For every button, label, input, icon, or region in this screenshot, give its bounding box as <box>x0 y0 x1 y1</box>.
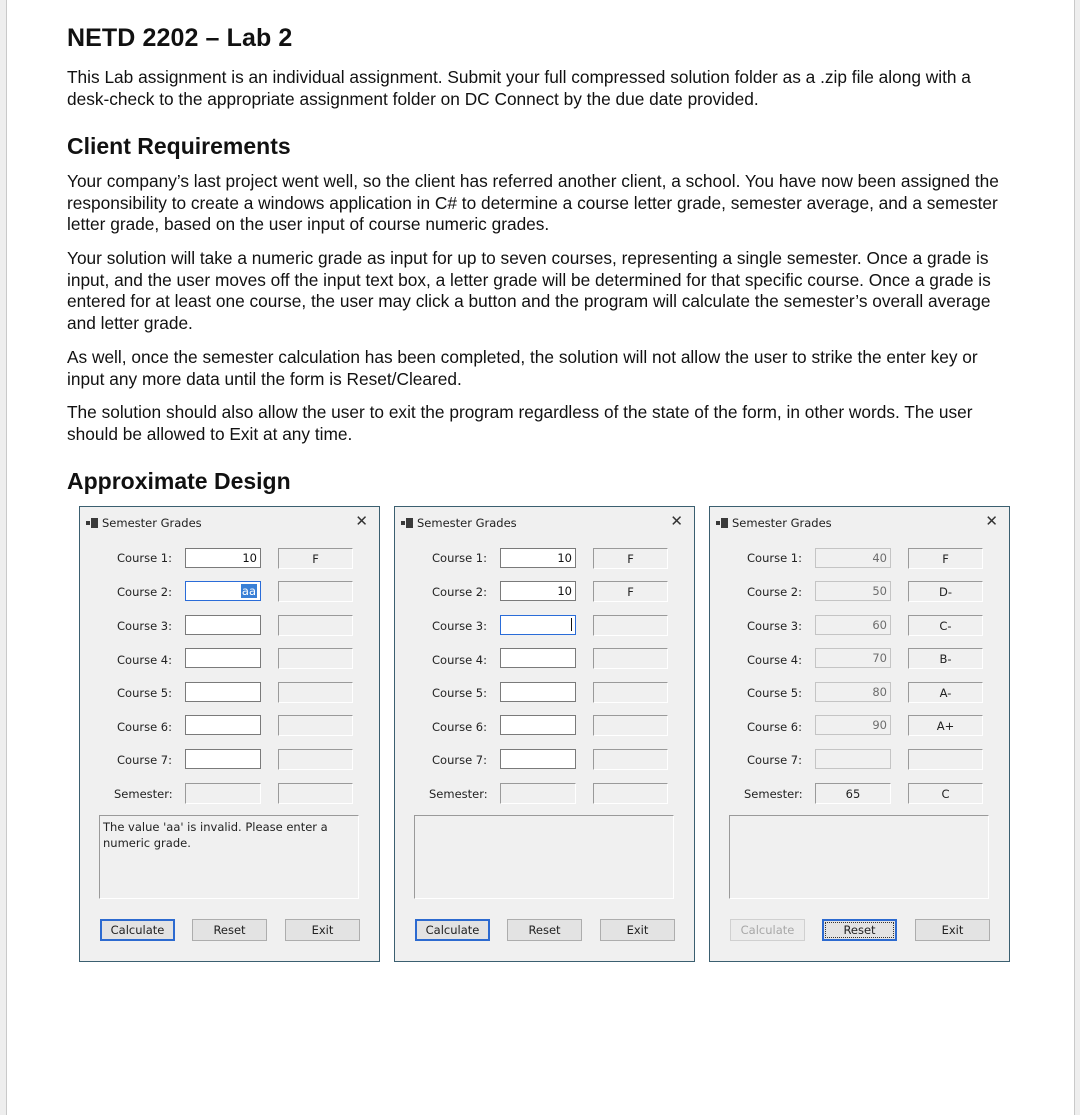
close-icon[interactable]: ✕ <box>670 512 683 530</box>
requirements-paragraph-3: As well, once the semester calculation has been completed, the solution will not allow the user to strike the enter key or input any more data until the form is Reset/Cleared. <box>67 347 978 389</box>
course-1-label: Course 1: <box>117 551 172 565</box>
course-5-input[interactable] <box>185 682 261 702</box>
close-icon[interactable]: ✕ <box>985 512 998 530</box>
course-5-letter <box>278 682 353 703</box>
course-6-label: Course 6: <box>117 720 172 734</box>
course-3-input[interactable] <box>185 615 261 635</box>
course-2-letter: D- <box>908 581 983 602</box>
course-6-letter <box>278 715 353 736</box>
text-caret <box>571 618 572 631</box>
course-6-label: Course 6: <box>747 720 802 734</box>
course-3-label: Course 3: <box>117 619 172 633</box>
course-1-label: Course 1: <box>432 551 487 565</box>
exit-button[interactable]: Exit <box>600 919 675 941</box>
course-2-label: Course 2: <box>747 585 802 599</box>
semester-label: Semester: <box>114 787 173 801</box>
course-7-letter <box>908 749 983 770</box>
semester-letter <box>593 783 668 804</box>
app-icon <box>716 518 728 528</box>
course-1-input: 40 <box>815 548 891 568</box>
window-title-bar <box>716 516 832 530</box>
course-6-letter <box>593 715 668 736</box>
course-3-input[interactable] <box>500 615 576 635</box>
form-window-partial-entry <box>394 506 695 962</box>
exit-button[interactable]: Exit <box>915 919 990 941</box>
course-2-input[interactable] <box>185 581 261 601</box>
course-4-input[interactable] <box>500 648 576 668</box>
course-6-letter: A+ <box>908 715 983 736</box>
reset-button[interactable]: Reset <box>192 919 267 941</box>
course-7-label: Course 7: <box>432 753 487 767</box>
calculate-button: Calculate <box>730 919 805 941</box>
course-3-input: 60 <box>815 615 891 635</box>
window-title: Semester Grades <box>102 516 202 530</box>
course-4-label: Course 4: <box>117 653 172 667</box>
course-4-input: 70 <box>815 648 891 668</box>
semester-average <box>500 783 576 804</box>
course-7-input <box>815 749 891 769</box>
course-7-label: Course 7: <box>117 753 172 767</box>
course-3-letter <box>593 615 668 636</box>
requirements-paragraph-1: Your company’s last project went well, so the client has referred another client, a school. You have now been assigned the responsibility to create a windows application in C# to determine a course letter grade, semester average, and a semester letter grade, based on the user input of course numeric grades. <box>67 171 999 234</box>
message-box <box>414 815 674 899</box>
course-3-letter: C- <box>908 615 983 636</box>
course-4-letter <box>593 648 668 669</box>
course-1-input[interactable]: 10 <box>185 548 261 568</box>
course-6-input[interactable] <box>185 715 261 735</box>
course-4-label: Course 4: <box>432 653 487 667</box>
reset-button[interactable]: Reset <box>822 919 897 941</box>
window-title-bar <box>401 516 517 530</box>
document-title: NETD 2202 – Lab 2 <box>67 24 293 52</box>
course-5-input: 80 <box>815 682 891 702</box>
course-7-input[interactable] <box>185 749 261 769</box>
semester-label: Semester: <box>744 787 803 801</box>
exit-button[interactable]: Exit <box>285 919 360 941</box>
course-2-input: 50 <box>815 581 891 601</box>
course-6-label: Course 6: <box>432 720 487 734</box>
course-6-input[interactable] <box>500 715 576 735</box>
course-5-label: Course 5: <box>117 686 172 700</box>
course-2-label: Course 2: <box>117 585 172 599</box>
course-7-input[interactable] <box>500 749 576 769</box>
course-1-input[interactable]: 10 <box>500 548 576 568</box>
semester-average <box>185 783 261 804</box>
course-5-letter <box>593 682 668 703</box>
course-4-input[interactable] <box>185 648 261 668</box>
intro-paragraph: This Lab assignment is an individual assignment. Submit your full compressed solution folder as a .zip file along with a desk-check to the appropriate assignment folder on DC Connect by the due date provided. <box>67 67 971 109</box>
course-1-letter: F <box>278 548 353 569</box>
window-title-bar <box>86 516 202 530</box>
course-5-label: Course 5: <box>747 686 802 700</box>
course-1-label: Course 1: <box>747 551 802 565</box>
semester-letter <box>278 783 353 804</box>
semester-label: Semester: <box>429 787 488 801</box>
course-4-label: Course 4: <box>747 653 802 667</box>
course-3-label: Course 3: <box>747 619 802 633</box>
window-title: Semester Grades <box>732 516 832 530</box>
course-5-input[interactable] <box>500 682 576 702</box>
requirements-paragraph-4: The solution should also allow the user to exit the program regardless of the state of the form, in other words. The user should be allowed to Exit at any time. <box>67 402 973 444</box>
form-window-calculated <box>709 506 1010 962</box>
calculate-button[interactable]: Calculate <box>100 919 175 941</box>
section-heading-client-requirements: Client Requirements <box>67 133 291 159</box>
course-5-letter: A- <box>908 682 983 703</box>
course-6-input: 90 <box>815 715 891 735</box>
window-title: Semester Grades <box>417 516 517 530</box>
reset-button[interactable]: Reset <box>507 919 582 941</box>
course-2-label: Course 2: <box>432 585 487 599</box>
course-7-label: Course 7: <box>747 753 802 767</box>
course-2-letter: F <box>593 581 668 602</box>
app-icon <box>86 518 98 528</box>
course-7-letter <box>278 749 353 770</box>
course-4-letter <box>278 648 353 669</box>
course-1-letter: F <box>593 548 668 569</box>
form-window-invalid-input <box>79 506 380 962</box>
course-7-letter <box>593 749 668 770</box>
message-box <box>729 815 989 899</box>
course-3-letter <box>278 615 353 636</box>
calculate-button[interactable]: Calculate <box>415 919 490 941</box>
semester-average: 65 <box>815 783 891 804</box>
course-3-label: Course 3: <box>432 619 487 633</box>
selected-text: aa <box>241 584 256 598</box>
course-4-letter: B- <box>908 648 983 669</box>
close-icon[interactable]: ✕ <box>355 512 368 530</box>
course-5-label: Course 5: <box>432 686 487 700</box>
app-icon <box>401 518 413 528</box>
course-2-input[interactable]: 10 <box>500 581 576 601</box>
semester-letter: C <box>908 783 983 804</box>
error-message: The value 'aa' is invalid. Please enter a numeric grade. <box>99 815 359 899</box>
requirements-paragraph-2: Your solution will take a numeric grade as input for up to seven courses, representing a single semester. Once a grade is input, and the user moves off the input text box, a letter grade will be determined for that specific course. Once a grade is entered for at least one course, the user may click a button and the program will calculate the semester’s overall average and letter grade. <box>67 248 991 333</box>
section-heading-approximate-design: Approximate Design <box>67 468 291 494</box>
course-1-letter: F <box>908 548 983 569</box>
course-2-letter <box>278 581 353 602</box>
